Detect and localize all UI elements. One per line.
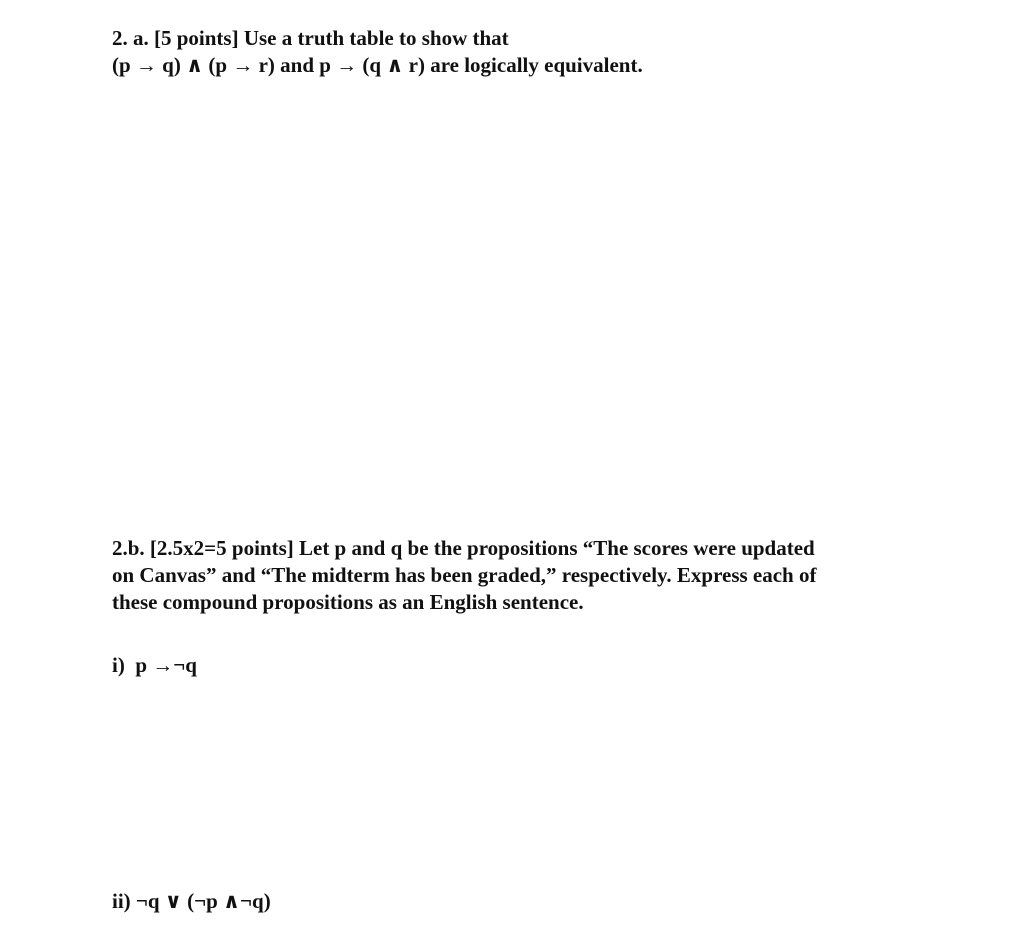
question-2b-part-ii bbox=[112, 888, 912, 915]
question-2a-prompt-line-2: (p → q) ∧ (p → r) and p → (q ∧ r) are logically equivalent. bbox=[112, 53, 643, 77]
question-2b bbox=[112, 535, 912, 616]
question-2a bbox=[112, 25, 912, 79]
question-2b-prompt-line-1: 2.b. [2.5x2=5 points] Let p and q be the propositions “The scores were updated bbox=[112, 536, 815, 560]
question-2b-part-i-expression: i) p →¬q bbox=[112, 653, 197, 677]
question-2b-prompt-line-2: on Canvas” and “The midterm has been graded,” respectively. Express each of bbox=[112, 563, 817, 587]
question-2b-prompt-line-3: these compound propositions as an English sentence. bbox=[112, 590, 584, 614]
question-2a-prompt-line-1: 2. a. [5 points] Use a truth table to show that bbox=[112, 26, 509, 50]
question-2b-part-i bbox=[112, 652, 912, 679]
question-2b-part-ii-expression: ii) ¬q ∨ (¬p ∧¬q) bbox=[112, 889, 271, 913]
